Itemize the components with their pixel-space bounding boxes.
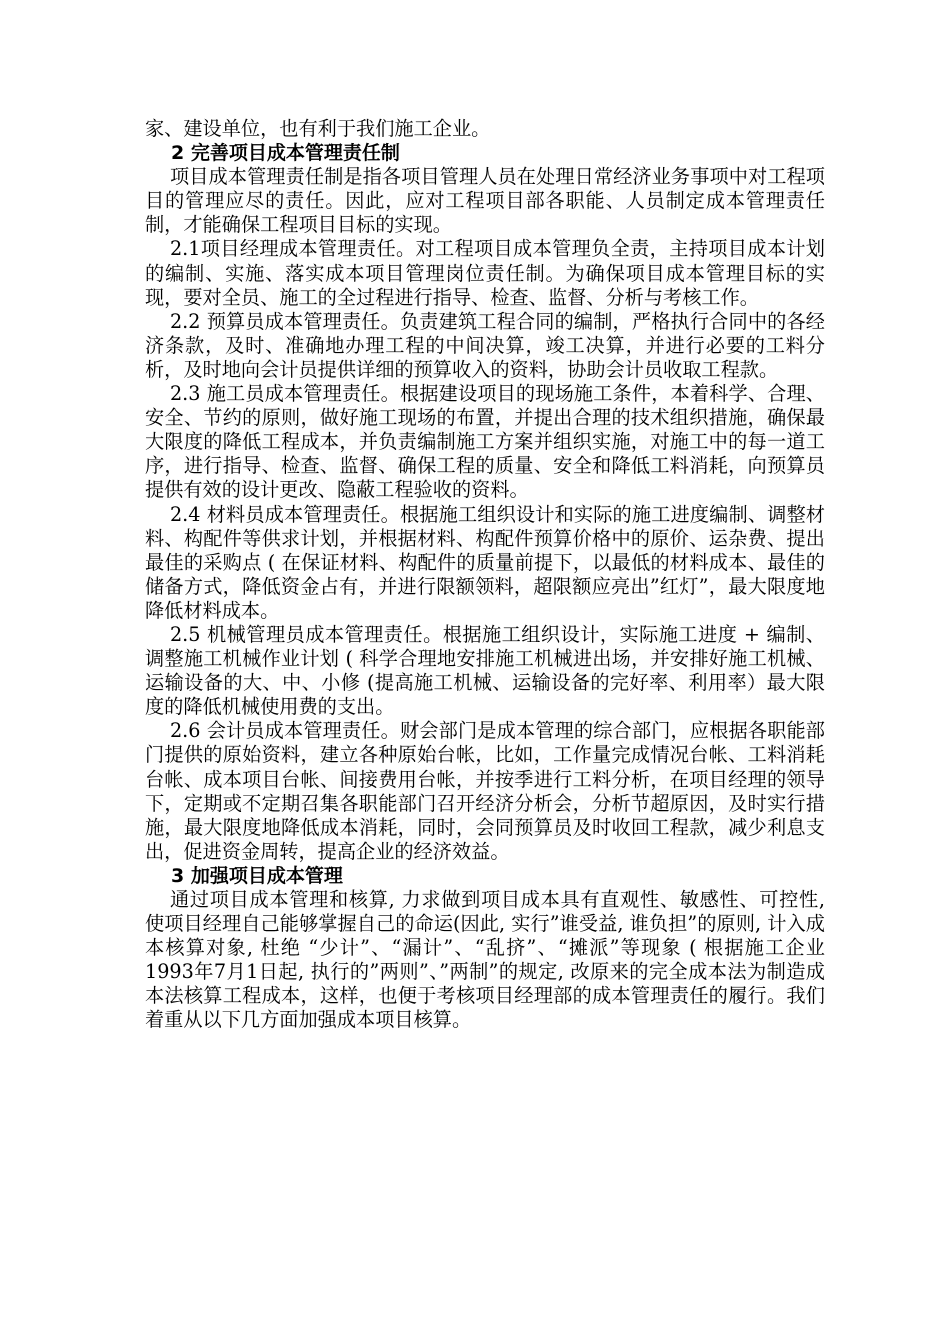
- paragraph-2-2: 2.2 预算员成本管理责任。负责建筑工程合同的编制，严格执行合同中的各经济条款，及时、准确地办理工程的中间决算，竣工决算，并进行必要的工料分析，及时地向会计员提供详细的预算收入的资料，协助会计员收取工程款。: [145, 309, 825, 381]
- paragraph-intro: 项目成本管理责任制是指各项目管理人员在处理日常经济业务事项中对工程项目的管理应尽的责任。因此，应对工程项目部各职能、人员制定成本管理责任制，才能确保工程项目目标的实现。: [145, 165, 825, 237]
- paragraph-3: 通过项目成本管理和核算, 力求做到项目成本具有直观性、敏感性、可控性, 使项目经理自己能够掌握自己的命运(因此, 实行”谁受益, 谁负担”的原则, 计入成本核算对象, 杜绝 “少计”、“漏计”、“乱挤”、“摊派”等现象 ( 根据施工企业1993年7月1日起, 执行的”两则”、”两制”的规定, 改原来的完全成本法为制造成本法核算工程成本，这样，也便于考核项目经理部的成本管理责任的履行。我们着重从以下几方面加强成本项目核算。: [145, 888, 825, 1032]
- paragraph-2-4: 2.4 材料员成本管理责任。根据施工组织设计和实际的施工进度编制、调整材料、构配件等供求计划，并根据材料、构配件预算价格中的原价、运杂费、提出最佳的采购点 ( 在保证材料、构配件的质量前提下，以最低的材料成本、最佳的储备方式，降低资金占有，并进行限额领料，超限额应亮出”红灯”，最大限度地降低材料成本。: [145, 502, 825, 622]
- paragraph-2-1: 2.1项目经理成本管理责任。对工程项目成本管理负全责，主持项目成本计划的编制、实施、落实成本项目管理岗位责任制。为确保项目成本管理目标的实现，要对全员、施工的全过程进行指导、检查、监督、分析与考核工作。: [145, 237, 825, 309]
- paragraph-2-3: 2.3 施工员成本管理责任。根据建设项目的现场施工条件，本着科学、合理、安全、节约的原则，做好施工现场的布置，并提出合理的技术组织措施，确保最大限度的降低工程成本，并负责编制施工方案并组织实施，对施工中的每一道工序，进行指导、检查、监督、确保工程的质量、安全和降低工料消耗，向预算员提供有效的设计更改、隐蔽工程验收的资料。: [145, 382, 825, 502]
- document-page: [145, 117, 825, 1033]
- paragraph-2-5: 2.5 机械管理员成本管理责任。根据施工组织设计，实际施工进度 + 编制、调整施工机械作业计划 ( 科学合理地安排施工机械进出场，并安排好施工机械、运输设备的大、中、小修 (提高施工机械、运输设备的完好率、利用率）最大限度的降低机械使用费的支出。: [145, 622, 825, 719]
- section-heading-3: 3 加强项目成本管理: [171, 864, 343, 887]
- paragraph-2-6: 2.6 会计员成本管理责任。财会部门是成本管理的综合部门，应根据各职能部门提供的原始资料，建立各种原始台帐，比如，工作量完成情况台帐、工料消耗台帐、成本项目台帐、间接费用台帐，并按季进行工料分析，在项目经理的领导下，定期或不定期召集各职能部门召开经济分析会，分析节超原因，及时实行措施，最大限度地降低成本消耗，同时，会同预算员及时收回工程款，减少利息支出，促进资金周转，提高企业的经济效益。: [145, 719, 825, 863]
- section-heading-2: 2 完善项目成本管理责任制: [171, 142, 400, 165]
- paragraph-continuation: 家、建设单位，也有利于我们施工企业。: [145, 117, 491, 140]
